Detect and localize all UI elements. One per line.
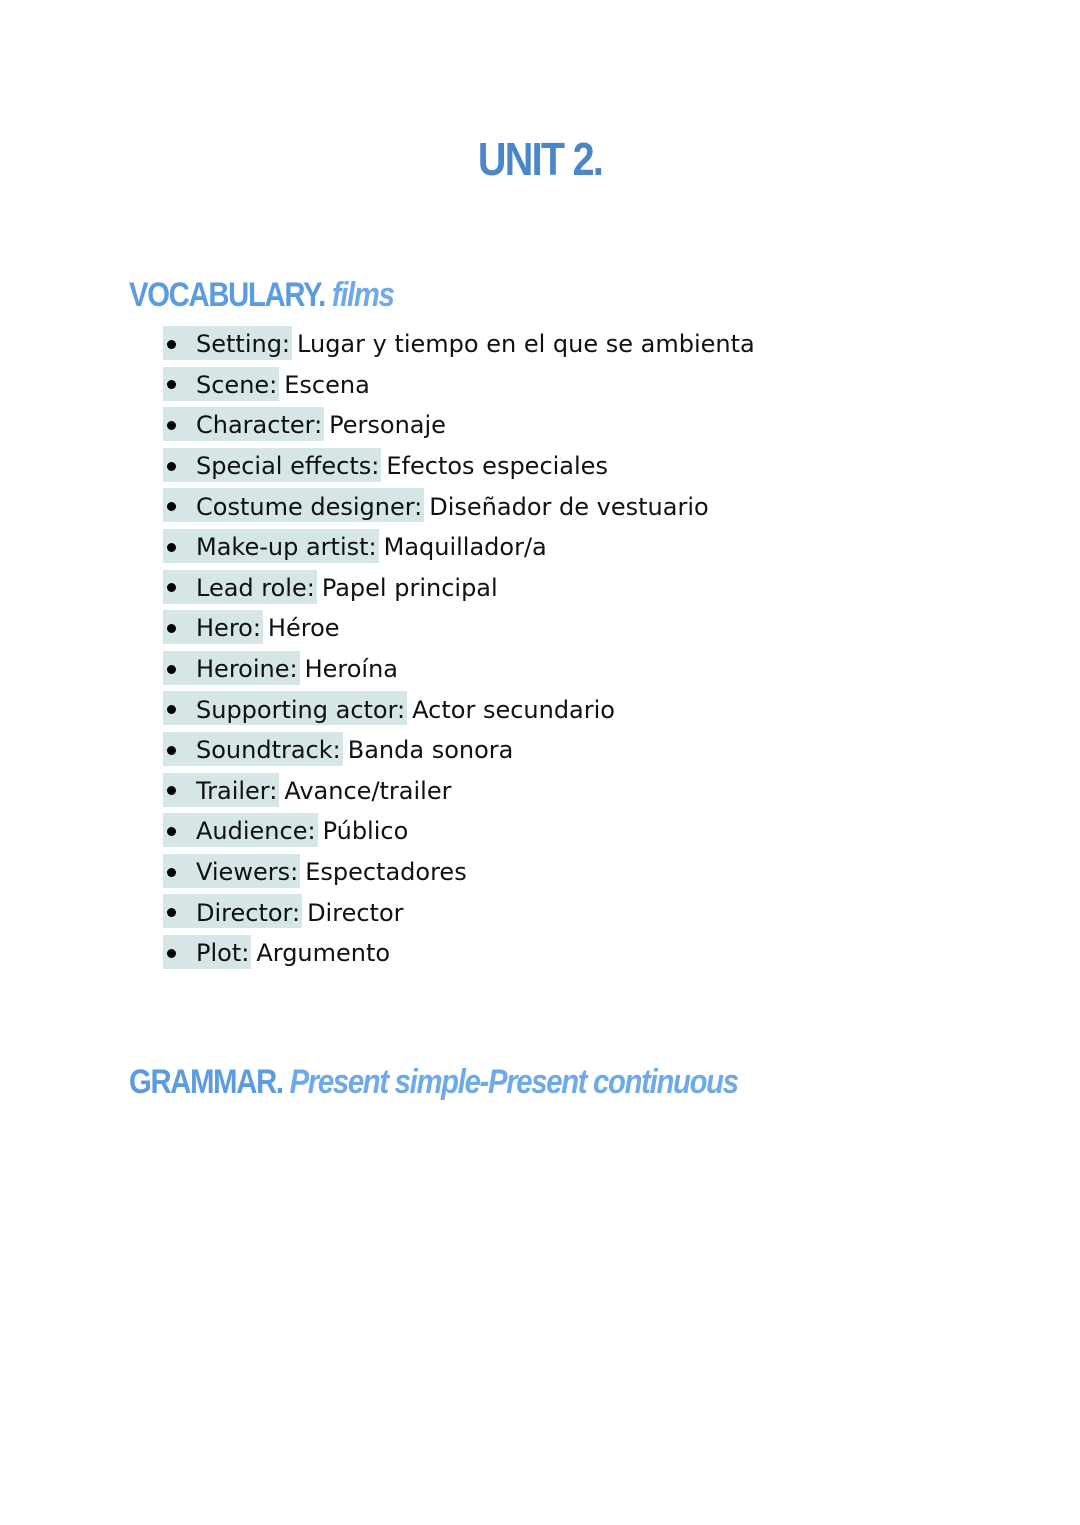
list-item [163,730,755,771]
vocab-definition: Escena [284,370,370,399]
bullet-icon [167,462,176,471]
vocab-definition: Director [307,898,404,927]
vocab-term: Hero: [196,614,261,643]
bullet-icon [167,868,176,877]
list-item [163,892,755,933]
list-item [163,811,755,852]
list-item [163,324,755,365]
list-item [163,649,755,690]
vocab-definition: Diseñador de vestuario [429,492,709,521]
list-item [163,933,755,974]
vocab-definition: Argumento [256,939,391,968]
bullet-icon [167,421,176,430]
vocab-term: Plot: [196,939,250,968]
bullet-icon [167,949,176,958]
grammar-heading [129,1063,738,1102]
vocab-definition: Espectadores [305,858,467,887]
vocabulary-heading [129,276,394,315]
vocab-term: Special effects: [196,452,380,481]
vocab-definition: Público [322,817,409,846]
vocab-definition: Personaje [329,411,446,440]
vocab-definition: Avance/trailer [284,776,452,805]
vocab-definition: Heroína [304,655,398,684]
vocab-term: Scene: [196,370,278,399]
vocab-term: Lead role: [196,573,315,602]
list-item [163,527,755,568]
list-item [163,568,755,609]
vocab-definition: Lugar y tiempo en el que se ambienta [297,330,755,359]
vocab-definition: Efectos especiales [386,452,608,481]
list-item [163,365,755,406]
vocab-term: Costume designer: [196,492,423,521]
page-title: UNIT 2. [477,133,603,185]
vocab-term: Supporting actor: [196,695,406,724]
bullet-icon [167,624,176,633]
vocab-term: Heroine: [196,655,298,684]
list-item [163,405,755,446]
bullet-icon [167,340,176,349]
vocab-term: Character: [196,411,323,440]
vocab-term: Make-up artist: [196,533,377,562]
list-item [163,608,755,649]
vocab-term: Director: [196,898,301,927]
vocab-definition: Actor secundario [412,695,615,724]
vocabulary-topic: films [331,276,394,314]
grammar-topic: Present simple-Present continuous [289,1063,738,1101]
vocab-term: Audience: [196,817,316,846]
list-item [163,689,755,730]
bullet-icon [167,665,176,674]
vocabulary-list [163,324,755,974]
bullet-icon [167,827,176,836]
vocab-definition: Papel principal [321,573,498,602]
vocab-term: Viewers: [196,858,299,887]
vocab-term: Setting: [196,330,291,359]
list-item [163,446,755,487]
list-item [163,852,755,893]
vocabulary-heading-label: VOCABULARY. [129,276,325,314]
vocab-term: Trailer: [196,776,278,805]
vocab-definition: Héroe [267,614,340,643]
list-item [163,486,755,527]
vocab-definition: Maquillador/a [383,533,547,562]
vocab-definition: Banda sonora [347,736,514,765]
bullet-icon [167,543,176,552]
bullet-icon [167,746,176,755]
vocab-term: Soundtrack: [196,736,341,765]
list-item [163,771,755,812]
grammar-heading-label: GRAMMAR. [129,1063,283,1101]
